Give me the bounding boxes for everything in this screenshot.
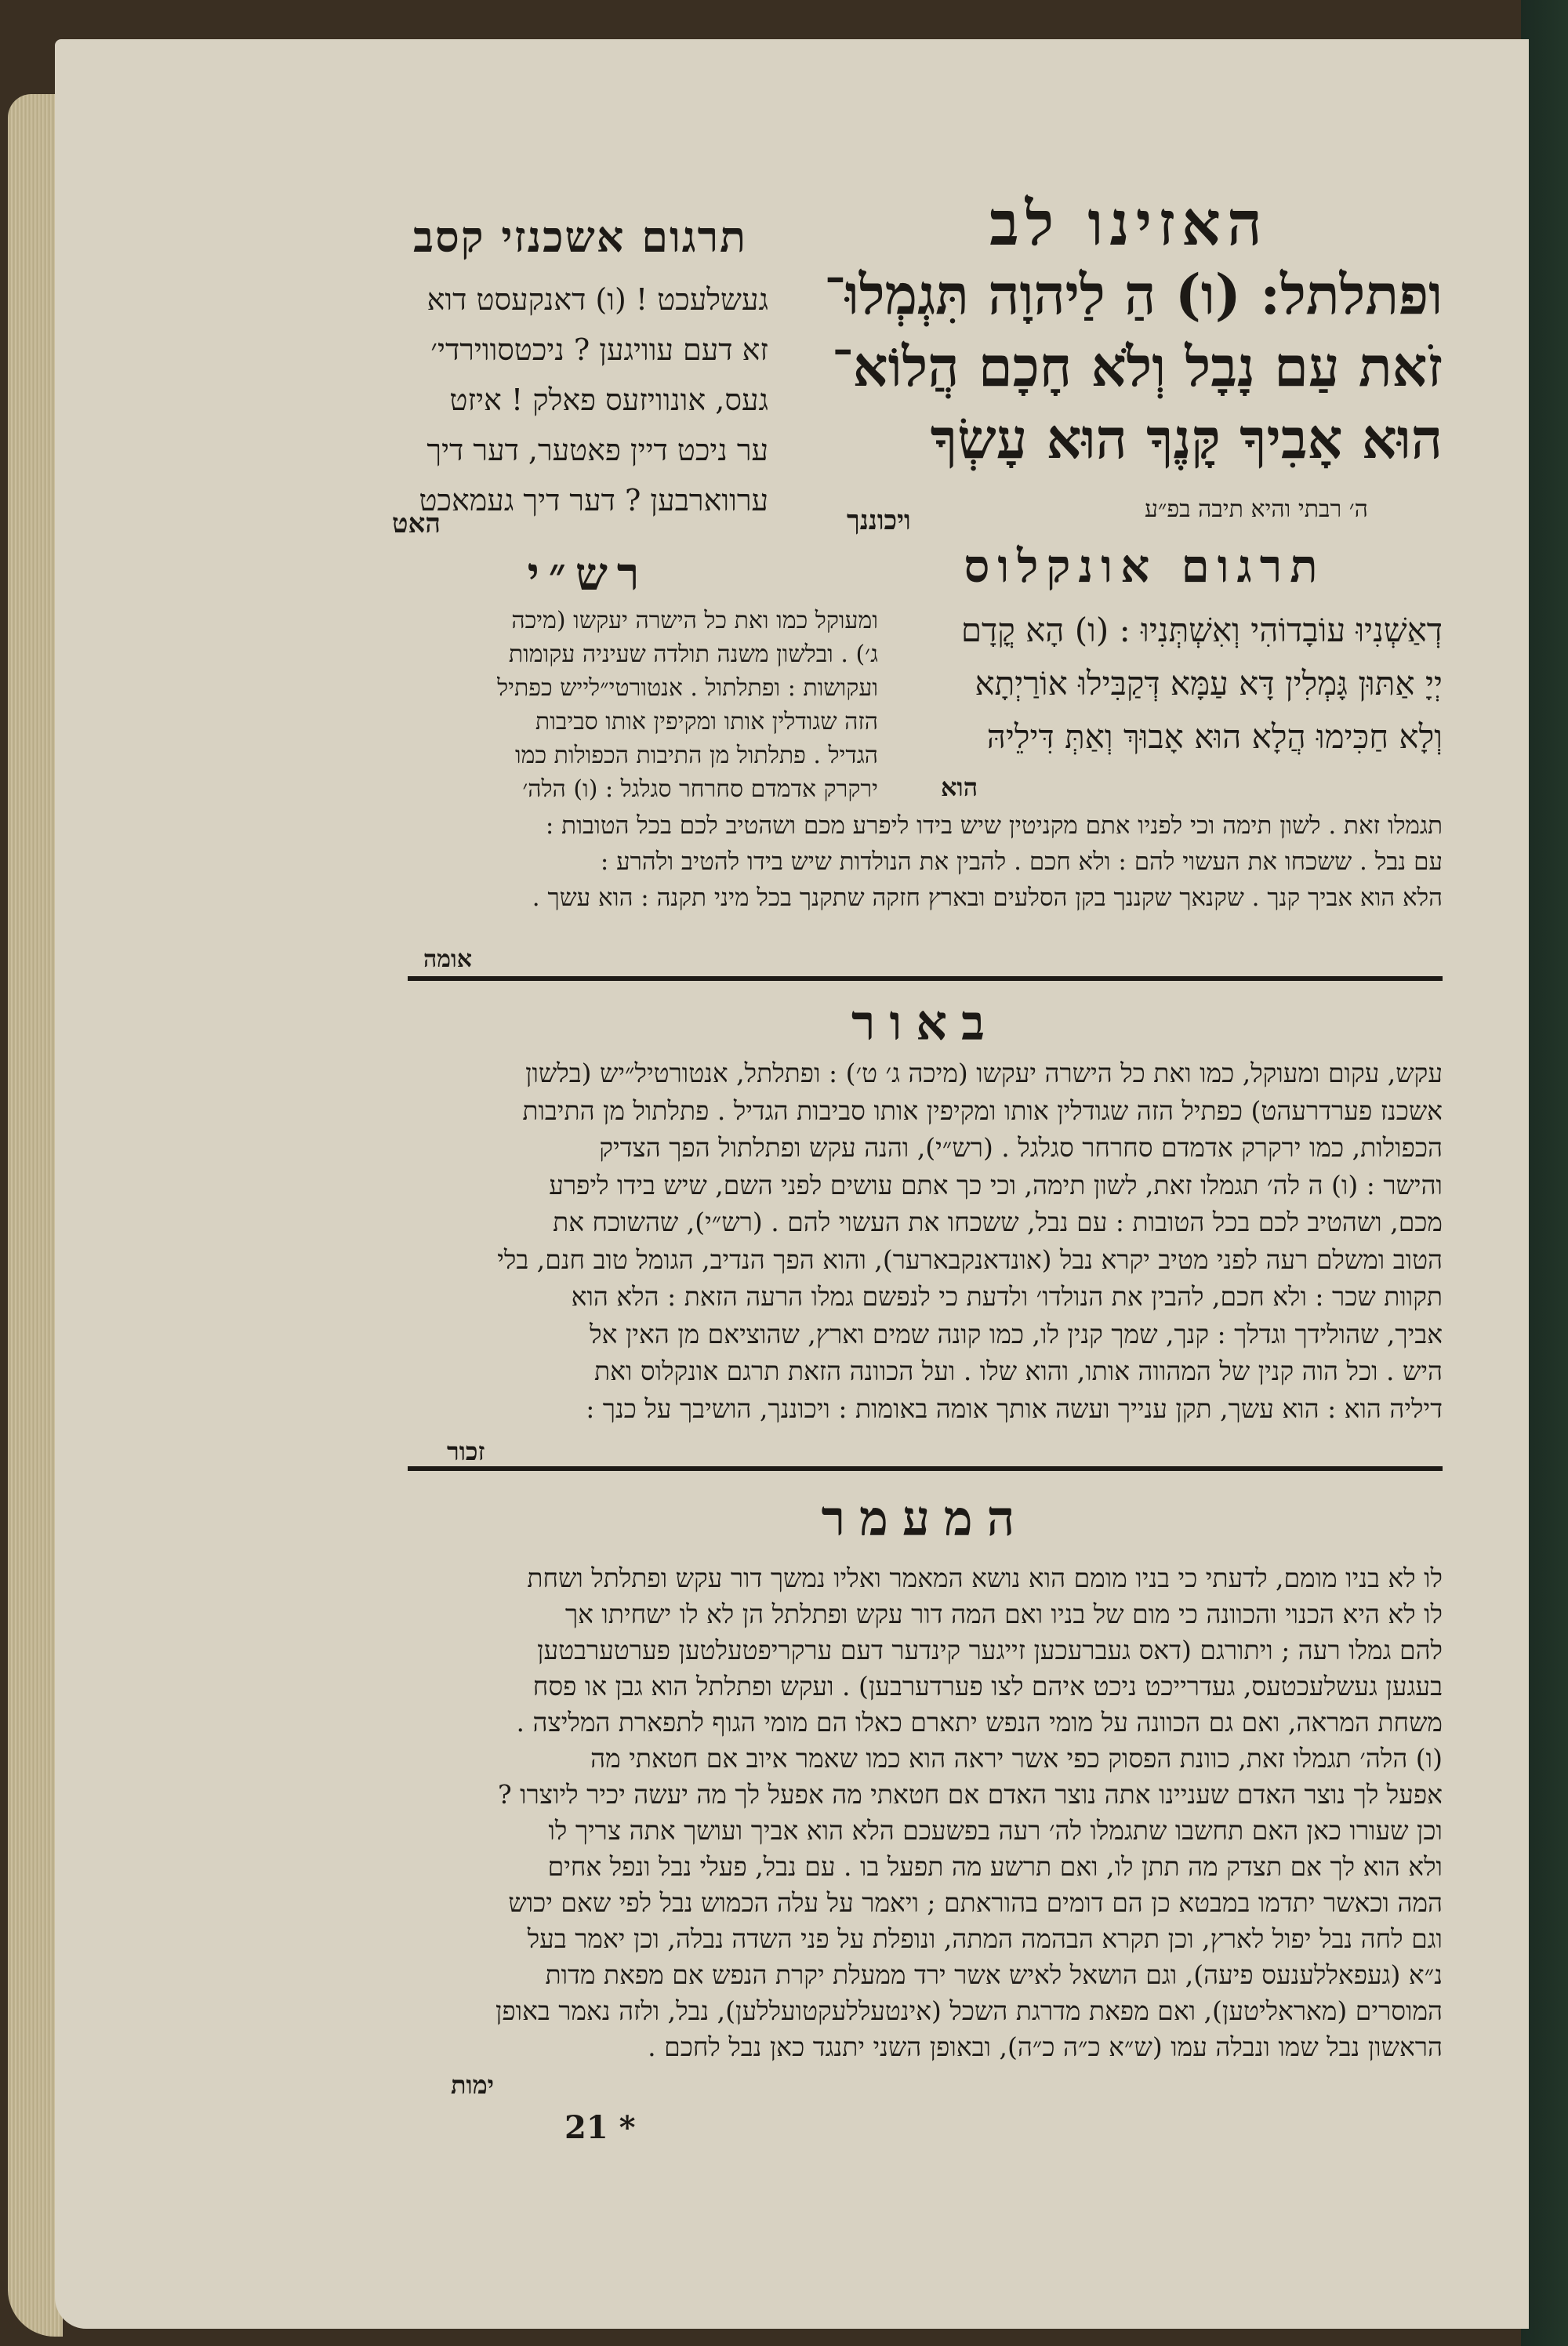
rashi-line: ירקרק אדמדם סחרחר סגלגל : (ו) הלה׳ <box>522 775 878 803</box>
page-number: 21 * <box>564 2109 636 2146</box>
meamer-line: הראשון נבל שמו ונבלה עמו (ש״א כ״ה כ״ה), ובאופן השני יתנגד כאן נבל לחכם . <box>648 2032 1443 2062</box>
biur-line: אשכנז פערדרעהט) כפתיל הזה שגודלין אותו ומקיפין אותו סביבות הגדיל . פתלתול מן התיבות <box>522 1095 1443 1126</box>
meamer-line: אפעל לך נוצר האדם שעניינו אתה נוצר האדם אם חטאתי מה אפעל לך מה יעשה יכיר ליוצרו ? <box>497 1779 1443 1810</box>
meamer-line: המה וכאשר יתדמו במבטא כן הם דומים בהוראתם ; ויאמר על עלה הכמוש נבל לפי שאם יכוש <box>508 1887 1443 1918</box>
german-line: ער ניכט דיין פאטער, דער דיך <box>426 433 768 467</box>
header-left-title: תרגום אשכנזי קסב <box>412 212 748 262</box>
onkelos-line: יְיָ אַתּוּן גָּמְלִין דָּא עַמָּא דְּקַבִּילוּ אוֹרַיְתָא <box>975 664 1443 703</box>
rashi-wide-line: הלא הוא אביך קנך . שקנאך שקננך בקן הסלעים ובארץ חזקה שתקנך בכל מיני תקנה : הוא עשך . <box>532 884 1443 912</box>
biur-line: הטוב ומשלם רעה לפני מטיב יקרא נבל (אונדאנקבארער), והוא הפך הנדיב, הגומל טוב חנם, בלי <box>497 1244 1443 1275</box>
torah-verse-column <box>815 259 1443 475</box>
rashi-heading: רש״י <box>527 547 649 601</box>
german-line: געשלעכט ! (ו) דאנקעסט דוא <box>426 282 768 317</box>
verse-line: זֹאת עַם נָבָל וְלֹא חָכָם הֲלוֹא־ <box>831 334 1443 399</box>
verse-catchword: ויכוננך <box>847 505 911 536</box>
rashi-line: ועקושות : ופתלתול . אנטורטי״לייש כפתיל <box>497 674 878 702</box>
onkelos-column <box>894 604 1443 764</box>
header-right-title: האזינו לב <box>989 188 1269 260</box>
biur-line: היש . וכל הוה קנין של המהווה אותו, והוא שלו . ועל הכוונה הזאת תרגם אונקלוס ואת <box>594 1356 1443 1386</box>
biur-line: אביך, שהולידך וגדלך : קנך, שמך קנין לו, כמו קונה שמים וארץ, שהוציאם מן האין אל <box>590 1318 1443 1349</box>
meamer-line: וכן שעורו כאן האם תחשבו שתגמלו לה׳ רעה בפשעכם הלא הוא אביך ועושך אתה צריך לו <box>548 1815 1443 1846</box>
onkelos-line: דְאַשְׁנִיוּ עוֹבָדוֹהִי וְאִשְׁתְּנִיוּ : (ו) הָא קֳדָם <box>960 611 1443 649</box>
german-line: זא דעם עוויגען ? ניכטסווירדי׳ <box>430 332 768 367</box>
meamer-heading: המעמר <box>821 1490 1029 1547</box>
verse-line: הוּא אָבִיךָ קָּנֶךָ הוּא עָשְׂךָ <box>930 406 1443 471</box>
biur-heading: באור <box>851 994 999 1051</box>
meamer-line: בעגען געשלעכטעס, געדרייכט ניכט איהם לצו פערדערבען) . ועקש ופתלתל הוא גבן או פסח <box>532 1671 1443 1701</box>
onkelos-catchword: הוא <box>941 772 978 802</box>
meamer-line: וגם לחה נבל יפול לארץ, וכן תקרא הבהמה המתה, ונופלת על פני השדה נבלה, וכן יאמר בעל <box>527 1923 1443 1954</box>
biur-line: והישר : (ו) ה לה׳ תגמלו זאת, לשון תימה, וכי כך אתם עושים לפני השם, שיש בידו ליפרע <box>549 1169 1443 1200</box>
rashi-wide-text <box>392 808 1443 916</box>
biur-line: דיליה הוא : הוא עשך, תקן ענייך ועשה אותך אומה באומות : ויכוננך, הושיבך על כנך : <box>586 1393 1443 1424</box>
german-line: ערווארבען ? דער דיך געמאכט <box>419 483 768 518</box>
biur-line: מכם, ושהטיב לכם בכל הטובות : עם נבל, ששכחו את העשוי להם . (רש״י), שהשוכח את <box>553 1207 1443 1237</box>
biur-catchword: זכור <box>447 1436 485 1466</box>
rashi-line: ג׳) . ובלשון משנה תולדה שעיניה עקומות <box>508 641 878 668</box>
rashi-wide-line: עם נבל . ששכחו את העשוי להם : ולא חכם . להבין את הנולדות שיש בידו להטיב ולהרע : <box>600 848 1443 876</box>
rashi-line: ומעוקל כמו ואת כל הישרה יעקשו (מיכה <box>511 607 878 634</box>
german-line: געס, אונוויזעס פאלק ! איזט <box>449 383 768 417</box>
rashi-line: הזה שגודלין אותו ומקיפין אותו סביבות <box>535 708 878 735</box>
meamer-line: המוסרים (מאראליטען), ואם מפאת מדרגת השכל (אינטעללעקטועללען), נבל, ולזה נאמר באופן <box>495 1996 1443 2026</box>
biur-line: תקוות שכר : ולא חכם, להבין את הנולדו׳ ולדעת כי לנפשם גמלו הרעה הזאת : הלא הוא <box>571 1281 1443 1312</box>
biur-line: עקש, עקום ומעוקל, כמו ואת כל הישרה יעקשו (מיכה ג׳ ט׳) : ופתלתל, אנטורטיל״יש (בלשון <box>525 1058 1443 1088</box>
onkelos-line: וְלָא חַכִּימוּ הֲלָא הוּא אָבוּךְ וְאַתְּ דִּילֵיהּ <box>986 717 1443 756</box>
rashi-wide-line: תגמלו זאת . לשון תימה וכי לפניו אתם מקניטין שיש בידו ליפרע מכם ושהטיב לכם בכל הטובות : <box>545 812 1443 840</box>
section-divider <box>408 1466 1443 1471</box>
meamer-line: ולא הוא לך אם תצדק מה תתן לו, ואם תרשע מה תפעל בו . עם נבל, פעלי נבל ונפל אחים <box>547 1851 1443 1882</box>
meamer-line: נ״א (געפאללענעס פיעה), וגם הושאל לאיש אשר ירד ממעלת יקרת הנפש אם מפאת מדות <box>545 1959 1443 1990</box>
biur-line: הכפולות, כמו ירקרק אדמדם סחרחר סגלגל . (רש״י), והנה עקש ופתלתול הפך הצדיק <box>599 1132 1443 1163</box>
meamer-line: לו לא היא הכנוי והכוונה כי מום של בניו ואם המה דור עקש ופתלתל הן לא לו ישחיתו אך <box>564 1599 1443 1629</box>
meamer-catchword: ימות <box>451 2070 495 2100</box>
section-divider <box>408 976 1443 981</box>
masorah-note: ה׳ רבתי והיא תיבה בפ״ע <box>1145 496 1368 523</box>
meamer-column <box>392 1560 1443 2065</box>
german-translation-column <box>392 274 768 525</box>
onkelos-heading: תרגום אונקלוס <box>964 539 1326 593</box>
rashi-catchword: אומה <box>423 946 472 973</box>
meamer-line: משחת המראה, ואם גם הכוונה על מומי הנפש יתארם כאלו הם מומי הגוף לתפארת המליצה . <box>516 1707 1443 1738</box>
meamer-line: להם גמלו רעה ; ויתורגם (דאס געברעכען זייגער קינדער דעם ערקריפטעלטען פערטערבטען <box>537 1635 1443 1665</box>
verse-line: ופתלתל: (ו) הַ לַיהוָה תִּגְמְלוּ־ <box>824 262 1443 327</box>
german-catchword: האט <box>392 508 441 539</box>
meamer-line: לו לא בניו מומם, לדעתי כי בניו מומם הוא נושא המאמר ואליו נמשך דור עקש ופתלתל ושחת <box>527 1563 1443 1593</box>
biur-column <box>408 1055 1443 1427</box>
meamer-line: (ו) הלה׳ תגמלו זאת, כוונת הפסוק כפי אשר יראה הוא כמו שאמר איוב אם חטאתי מה <box>590 1743 1443 1774</box>
rashi-line: הגדיל . פתלתול מן התיבות הכפולות כמו <box>514 742 878 769</box>
rashi-column <box>392 604 878 806</box>
